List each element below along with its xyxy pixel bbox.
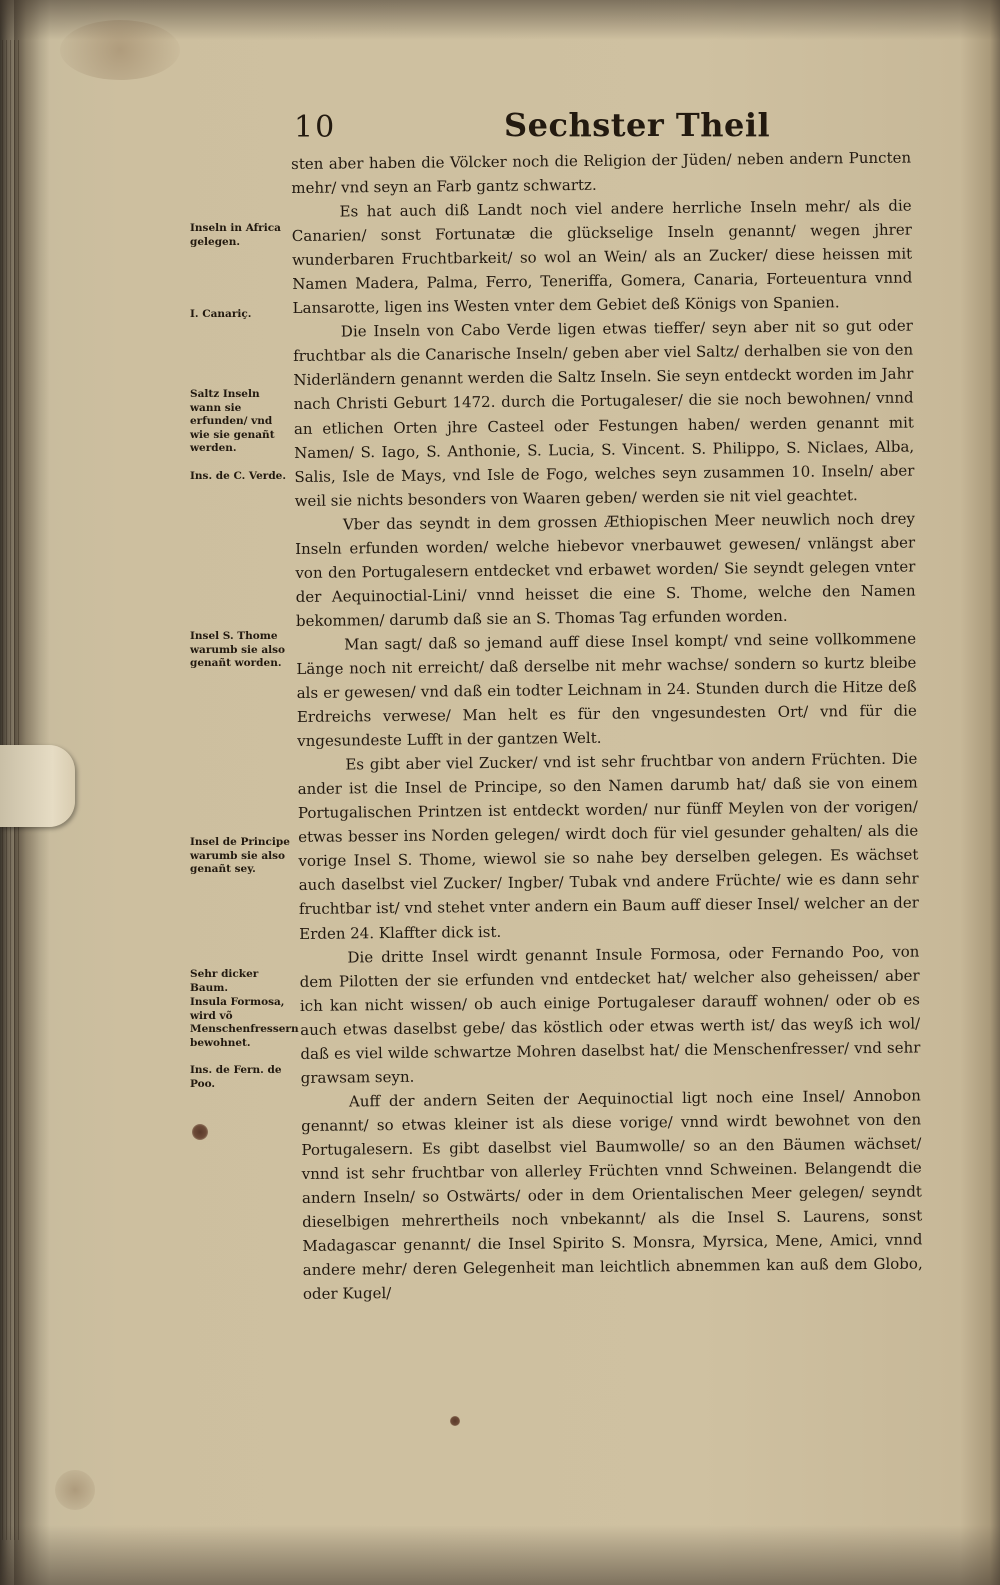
paragraph: Vber das seyndt in dem grossen Æthiopischen Meer neuwlich noch drey Inseln erfunden worden/ welche hiebevor vnerbauwet gewesen/ vnlängst aber von den Portugalesern entdecket vnd erbawet worden/ Sie seyndt gelegen vnter der Aequinoctial-Lini/ vnnd heisset die eine S. Thome, welche den Namen bekommen/ darumb daß sie an S. Thomas Tag erfunden worden. bbox=[295, 509, 916, 630]
paragraph: Die Inseln von Cabo Verde ligen etwas tieffer/ seyn aber nit so gut oder fruchtbar als die Canarische Inseln/ geben aber viel Saltz/ derhalben sie von den Niderländern genannt werden die Saltz Inseln. Sie seyn entdeckt worden im Jahr nach Christi Geburt 1472. durch die Portugaleser/ die sie noch bewohnen/ vnnd an etlichen Orten jhre Casteel oder Festungen haben/ werden genannt mit Namen/ S. Iago, S. Anthonie, S. Lucia, S. Vincent. S. Philippo, S. Niclaes, Alba, Salis, Isle de Mays, vnd Isle de Fogo, welches seyn zusammen 10. Inseln/ aber weil sie nichts besonders von Waaren geben/ werden sie nit viel geachtet. bbox=[293, 316, 915, 510]
margin-note: Ins. de Fern. de Poo. bbox=[190, 1064, 282, 1090]
main-text bbox=[291, 146, 923, 1307]
margin-note: Sehr dicker Baum. bbox=[190, 968, 259, 994]
ink-spot bbox=[192, 1124, 208, 1140]
paragraph: sten aber haben die Völcker noch die Religion der Jüden/ neben andern Puncten mehr/ vnd seyn an Farb gantz schwartz. bbox=[291, 148, 912, 198]
margin-note: Insula Formosa, wird võ Menschenfressern bewohnet. bbox=[190, 996, 299, 1049]
margin-note: Saltz Inseln wann sie erfunden/ vnd wie sie genañt werden. bbox=[190, 388, 275, 454]
paper-stain bbox=[60, 20, 180, 80]
margin-note: I. Canariç. bbox=[190, 308, 252, 320]
page-number: 10 bbox=[294, 110, 337, 145]
bottom-edge-shadow bbox=[0, 1525, 1000, 1585]
margin-note: Insel de Principe warumb sie also genañt sey. bbox=[190, 836, 290, 875]
paragraph: Es gibt aber viel Zucker/ vnd ist sehr fruchtbar von andern Früchten. Die ander ist die Insel de Principe, so den Namen darumb hat/ daß sie von einem Portugalischen Printzen ist entdeckt worden/ nur fünff Meylen von der vorigen/ etwas besser ins Norden gelegen/ wirdt doch für viel gesunder gehalten/ als die vorige Insel S. Thome, wiewol sie so nahe bey derselben gelegen. Es wächset auch daselbst viel Zucker/ Ingber/ Tubak vnd andere Früchte/ wie es dann sehr fruchtbar ist/ vnd stehet vnter andern ein Baum auff dieser Insel/ welcher an der Erden 24. Klaffter dick ist. bbox=[297, 749, 919, 943]
page-header bbox=[294, 106, 914, 152]
margin-note: Ins. de C. Verde. bbox=[190, 470, 287, 482]
paragraph: Es hat auch diß Landt noch viel andere herrliche Inseln mehr/ als die Canarien/ sonst Fortunatæ die glückselige Inseln genannt/ wegen jhrer wunderbaren Fruchtbarkeit/ so wol an Wein/ als an Zucker/ diese heissen mit Namen Madera, Palma, Ferro, Teneriffa, Gomera, Canaria, Forteuentura vnnd Lansarotte, ligen ins Westen vnter dem Gebiet deß Königs von Spanien. bbox=[291, 196, 913, 318]
margin-note: Inseln in Africa gelegen. bbox=[190, 222, 281, 248]
paragraph: Man sagt/ daß so jemand auff diese Insel kompt/ vnd seine vollkommene Länge noch nit erreicht/ daß derselbe nit mehr wachse/ sondern so kurtz bleibe als er gewesen/ vnd daß ein todter Leichnam in 24. Stunden durch die Hitze deß Erdreichs verwese/ Man helt es für den vngesundesten Ort/ vnd für die vngesundeste Lufft in der gantzen Welt. bbox=[296, 629, 917, 751]
paragraph: Auff der andern Seiten der Aequinoctial ligt noch eine Insel/ Annobon genannt/ so etwas kleiner ist als diese vorige/ vnnd wirdt bewohnet von den Portugalesern. Es gibt daselbst viel Baumwolle/ so an den Bäumen wächset/ vnnd ist sehr fruchtbar von allerley Früchten vnnd Schweinen. Belangendt die andern Inseln/ so Ostwärts/ oder in dem Orientalischen Meer gelegen/ seyndt dieselbigen mehrertheils noch vnbekannt/ als die Insel S. Laurens, sonst Madagascar genannt/ die Insel Spirito S. Monsra, Myrsica, Mene, Amici, vnnd andere mehr/ deren Gelegenheit man leichtlich abnemmen kan auß dem Globo, oder Kugel/ bbox=[301, 1086, 923, 1304]
ink-spot bbox=[450, 1416, 460, 1426]
margin-note: Insel S. Thome warumb sie also genañt worden. bbox=[190, 630, 286, 669]
bookmark-tab bbox=[0, 745, 75, 827]
running-title: Sechster Theil bbox=[504, 106, 771, 144]
paragraph: Die dritte Insel wirdt genannt Insule Formosa, oder Fernando Poo, von dem Pilotten der sie erfunden vnd entdecket hat/ welcher also geheissen/ aber ich kan nicht wissen/ ob auch einige Portugaleser darauff wohnen/ oder ob es auch etwas daselbst gebe/ das köstlich oder etwas werth ist/ das weyß ich wol/ daß es viel wilde schwartze Mohren daselbst hat/ die Menschenfresser/ vnd sehr grawsam seyn. bbox=[299, 942, 921, 1087]
paper-stain bbox=[55, 1470, 95, 1510]
